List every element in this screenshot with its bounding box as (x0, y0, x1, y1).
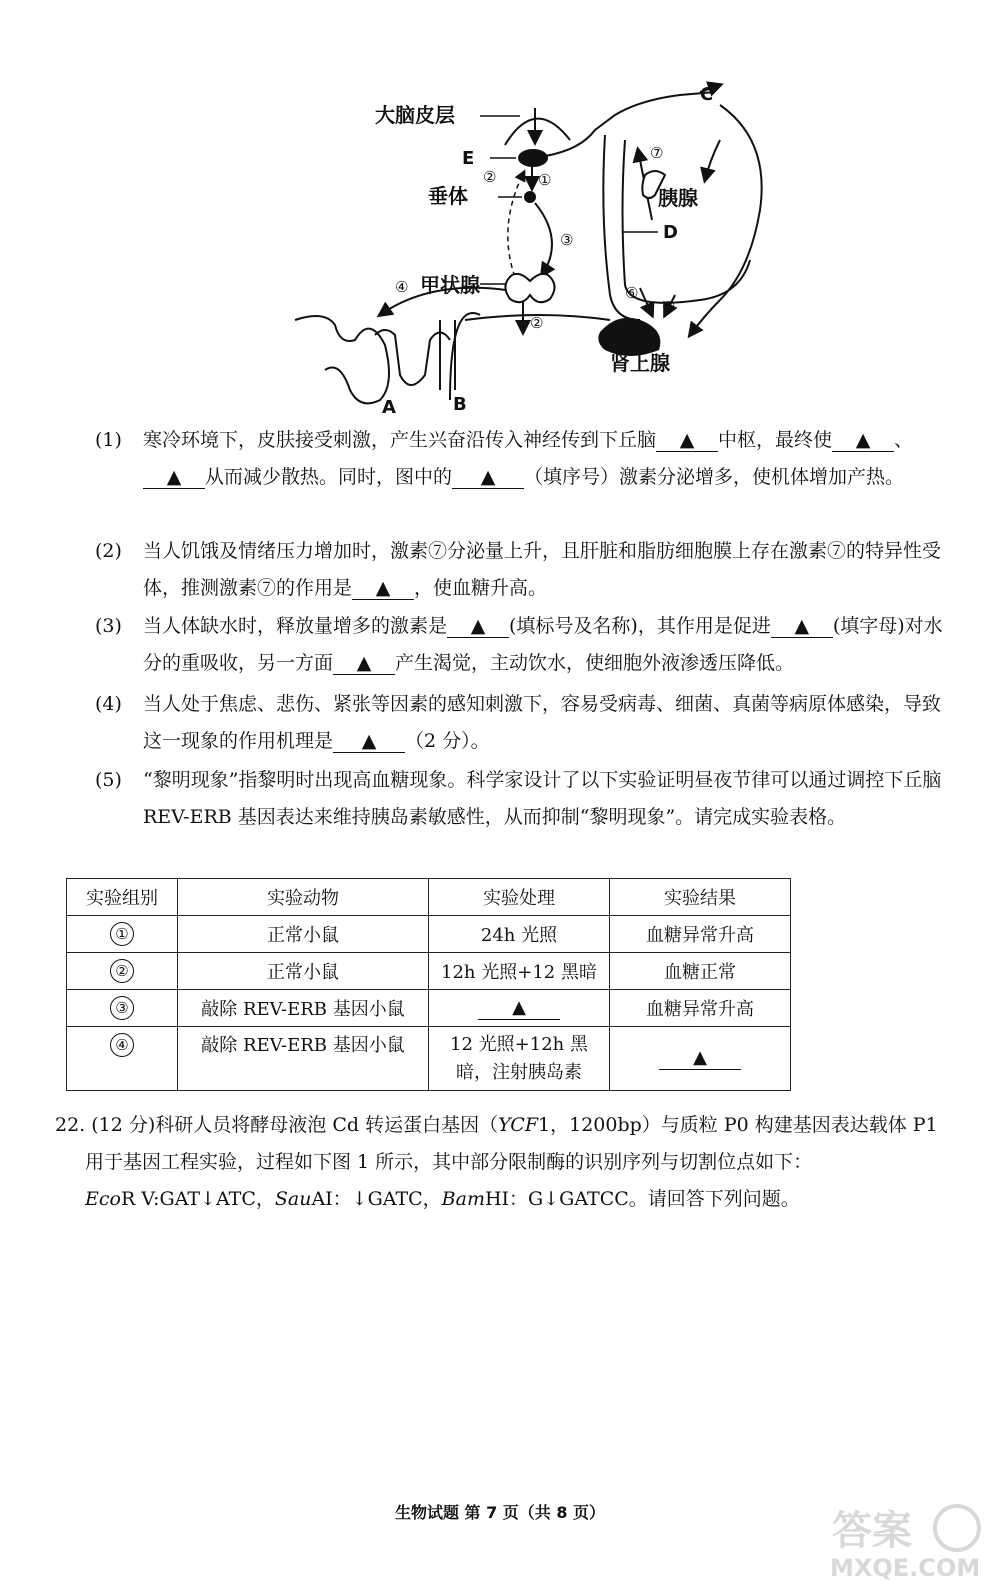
q5-text: “黎明现象”指黎明时出现高血糖现象。科学家设计了以下实验证明昼夜节律可以通过调控下丘脑 REV-ERB 基因表达来维持胰岛素敏感性，从而抑制“黎明现象”。请完成实验表格。 (143, 769, 942, 828)
label-adrenal: 肾上腺 (610, 351, 670, 375)
label-thyroid: 甲状腺 (420, 273, 480, 297)
q1-text-1: 寒冷环境下，皮肤接受刺激，产生兴奋沿传入神经传到下丘脑 (143, 429, 657, 451)
q3-text-1: 当人体缺水时，释放量增多的激素是 (143, 615, 448, 637)
table-row (67, 953, 791, 990)
treatment-cell: 12 光照+12h 黑暗，注射胰岛素 (429, 1027, 610, 1091)
question-number: (2) (95, 540, 122, 562)
enzyme-site: HI：G↓GATCC。请回答下列问题。 (484, 1188, 800, 1210)
question-number: (1) (95, 429, 122, 451)
num-2b: ② (530, 314, 544, 332)
q2-text-1: 当人饥饿及情绪压力增加时，激素⑦分泌量上升，且肝脏和脂肪细胞膜上存在激素⑦的特异性受体，推测激素⑦的作用是 (143, 540, 942, 599)
treatment-cell: 24h 光照 (429, 916, 610, 953)
table-header: 实验处理 (429, 879, 610, 916)
treatment-cell: 12h 光照+12 黑暗 (429, 953, 610, 990)
num-7: ⑦ (650, 144, 664, 162)
enzyme-site: R V:GAT↓ATC， (120, 1188, 275, 1210)
question-number: (4) (95, 693, 122, 715)
enzyme-site: AI：↓GATC， (311, 1188, 442, 1210)
group-number: ④ (110, 1033, 134, 1057)
thyroid-shape (505, 274, 554, 302)
animal-cell: 正常小鼠 (178, 953, 429, 990)
answer-blank[interactable]: ▲ (143, 466, 205, 489)
num-4: ④ (395, 278, 409, 296)
answer-blank[interactable]: ▲ (333, 730, 405, 753)
num-6: ⑥ (625, 284, 639, 302)
letter-d: D (663, 222, 678, 243)
q3-text-4: 产生渴觉，主动饮水，使细胞外液渗透压降低。 (395, 652, 795, 674)
num-2a: ② (483, 168, 497, 186)
q1-text-4: 从而减少散热。同时，图中的 (205, 466, 453, 488)
pituitary-shape (524, 191, 536, 203)
letter-a: A (382, 397, 396, 415)
cortex-arc (505, 119, 570, 145)
q3-text-2: (填标号及名称)，其作用是促进 (509, 615, 771, 637)
label-pituitary: 垂体 (428, 184, 468, 208)
table-header: 实验动物 (178, 879, 429, 916)
question-number: (5) (95, 769, 122, 791)
q4-text-2: （2 分）。 (405, 730, 490, 752)
experiment-table (66, 878, 791, 1091)
result-cell: 血糖正常 (610, 953, 791, 990)
question-22 (55, 1107, 945, 1218)
table-row (67, 1027, 791, 1091)
table-header: 实验组别 (67, 879, 178, 916)
table-row (67, 990, 791, 1027)
question-1 (95, 422, 945, 496)
endocrine-diagram (280, 70, 800, 415)
enzyme-name: Bam (441, 1188, 485, 1210)
answer-blank[interactable]: ▲ (452, 466, 524, 489)
group-number: ③ (110, 996, 134, 1020)
question-5 (95, 762, 945, 836)
answer-blank[interactable]: ▲ (659, 1047, 741, 1070)
answer-blank[interactable]: ▲ (656, 429, 718, 452)
table-row (67, 916, 791, 953)
q3-text-3: (填字母)对水分的重吸收，另一方面 (143, 615, 943, 674)
question-number: (3) (95, 615, 122, 637)
group-number: ② (110, 959, 134, 983)
watermark-top: 答案 (832, 1508, 912, 1554)
num-3: ③ (560, 231, 574, 249)
letter-c: C (700, 84, 714, 105)
result-cell: 血糖异常升高 (610, 990, 791, 1027)
label-pancreas: 胰腺 (658, 186, 698, 210)
answer-blank[interactable]: ▲ (771, 615, 833, 638)
answer-blank[interactable]: ▲ (832, 429, 894, 452)
hypothalamus-shape (518, 149, 548, 167)
watermark-logo (822, 1498, 992, 1580)
gene-name: YCF (498, 1114, 539, 1136)
q22-text-2: 1，1200bp）与质粒 P0 构建基因表达载体 P1 用于基因工程实验，过程如下图 1 所示，其中部分限制酶的识别序列与切割位点如下： (85, 1114, 938, 1173)
q2-text-2: ，使血糖升高。 (414, 577, 548, 599)
question-4 (95, 686, 945, 760)
q1-text-5: （填序号）激素分泌增多，使机体增加产热。 (524, 466, 905, 488)
label-cortex: 大脑皮层 (375, 103, 455, 127)
table-header: 实验结果 (610, 879, 791, 916)
animal-cell: 敲除 REV-ERB 基因小鼠 (178, 1027, 429, 1091)
letter-b: B (453, 394, 467, 415)
q1-text-2: 中枢，最终使 (718, 429, 833, 451)
question-2 (95, 533, 945, 607)
question-3 (95, 608, 945, 682)
table-header-row (67, 879, 791, 916)
answer-blank[interactable]: ▲ (447, 615, 509, 638)
animal-cell: 敲除 REV-ERB 基因小鼠 (178, 990, 429, 1027)
enzyme-name: Sau (274, 1188, 312, 1210)
letter-e: E (462, 148, 475, 169)
page-footer: 生物试题 第 7 页（共 8 页） (394, 1503, 606, 1522)
q4-text-1: 当人处于焦虑、悲伤、紧张等因素的感知刺激下，容易受病毒、细菌、真菌等病原体感染，导致这一现象的作用机理是 (143, 693, 942, 752)
animal-cell: 正常小鼠 (178, 916, 429, 953)
num-1: ① (538, 171, 552, 189)
enzyme-name: Eco (85, 1188, 121, 1210)
watermark-bottom: MXQE.COM (830, 1554, 981, 1580)
answer-blank[interactable]: ▲ (352, 577, 414, 600)
answer-blank[interactable]: ▲ (478, 997, 560, 1020)
num-5: ⑤ (662, 298, 676, 316)
diagram-svg (280, 70, 800, 415)
group-number: ① (110, 922, 134, 946)
result-cell: 血糖异常升高 (610, 916, 791, 953)
q22-text-1: 22. (12 分)科研人员将酵母液泡 Cd 转运蛋白基因（ (55, 1114, 499, 1136)
answer-blank[interactable]: ▲ (333, 652, 395, 675)
q1-text-3: 、 (894, 429, 914, 451)
